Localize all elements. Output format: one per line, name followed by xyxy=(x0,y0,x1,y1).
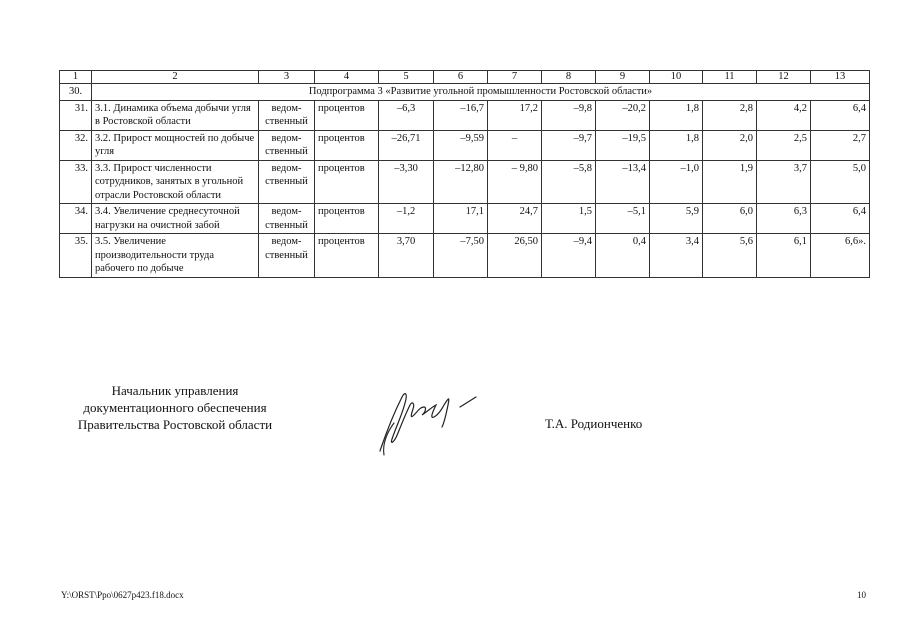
column-number: 8 xyxy=(542,71,596,84)
indicator-name: 3.1. Динамика объема добычи угля в Ростовской области xyxy=(92,100,259,130)
column-number: 11 xyxy=(703,71,757,84)
value-cell: 6,4 xyxy=(811,204,870,234)
section-number: 30. xyxy=(60,84,92,101)
row-number: 32. xyxy=(60,130,92,160)
column-number-row xyxy=(60,71,870,84)
row-number: 34. xyxy=(60,204,92,234)
value-cell: 26,50 xyxy=(488,234,542,278)
value-cell: 1,8 xyxy=(650,100,703,130)
value-cell: 6,4 xyxy=(811,100,870,130)
column-number: 6 xyxy=(434,71,488,84)
unit: процентов xyxy=(315,204,379,234)
value-cell: –9,4 xyxy=(542,234,596,278)
column-number: 2 xyxy=(92,71,259,84)
value-cell: –9,59 xyxy=(434,130,488,160)
value-cell: – 9,80 xyxy=(488,160,542,204)
column-number: 3 xyxy=(259,71,315,84)
table-row xyxy=(60,234,870,278)
value-cell: –1,0 xyxy=(650,160,703,204)
value-cell: 5,0 xyxy=(811,160,870,204)
value-cell: 2,7 xyxy=(811,130,870,160)
row-number: 31. xyxy=(60,100,92,130)
signer-name: Т.А. Родионченко xyxy=(545,416,643,431)
value-cell: 3,7 xyxy=(757,160,811,204)
row-number: 35. xyxy=(60,234,92,278)
position-line: документационного обеспечения xyxy=(83,400,267,415)
column-number: 5 xyxy=(379,71,434,84)
column-number: 12 xyxy=(757,71,811,84)
value-cell: –20,2 xyxy=(596,100,650,130)
row-number: 33. xyxy=(60,160,92,204)
value-cell: –9,8 xyxy=(542,100,596,130)
value-cell: –12,80 xyxy=(434,160,488,204)
section-row xyxy=(60,84,870,101)
unit: процентов xyxy=(315,160,379,204)
value-cell: 2,0 xyxy=(703,130,757,160)
value-cell: 6,1 xyxy=(757,234,811,278)
column-number: 10 xyxy=(650,71,703,84)
value-cell: 2,8 xyxy=(703,100,757,130)
indicator-type: ведом-ственный xyxy=(259,204,315,234)
position-line: Правительства Ростовской области xyxy=(77,417,273,432)
value-cell: –1,2 xyxy=(379,204,434,234)
column-number: 4 xyxy=(315,71,379,84)
value-cell: 17,2 xyxy=(488,100,542,130)
handwritten-signature xyxy=(372,383,487,463)
column-number: 1 xyxy=(60,71,92,84)
value-cell: –26,71 xyxy=(379,130,434,160)
value-cell: 6,3 xyxy=(757,204,811,234)
indicator-name: 3.5. Увеличение производительности труда рабочего по добыче xyxy=(92,234,259,278)
value-cell: 17,1 xyxy=(434,204,488,234)
signature-position xyxy=(60,382,290,433)
indicator-type: ведом-ственный xyxy=(259,160,315,204)
value-cell: 6,0 xyxy=(703,204,757,234)
section-title: Подпрограмма 3 «Развитие угольной промышленности Ростовской области» xyxy=(92,84,870,101)
value-cell: 3,70 xyxy=(379,234,434,278)
value-cell: 24,7 xyxy=(488,204,542,234)
indicator-type: ведом-ственный xyxy=(259,130,315,160)
indicator-type: ведом-ственный xyxy=(259,100,315,130)
value-cell: 6,6». xyxy=(811,234,870,278)
value-cell: 1,9 xyxy=(703,160,757,204)
value-cell: 3,4 xyxy=(650,234,703,278)
table-row xyxy=(60,160,870,204)
value-cell: –6,3 xyxy=(379,100,434,130)
column-number: 9 xyxy=(596,71,650,84)
table-row xyxy=(60,130,870,160)
position-line: Начальник управления xyxy=(111,383,239,398)
unit: процентов xyxy=(315,130,379,160)
value-cell: –5,1 xyxy=(596,204,650,234)
value-cell: –3,30 xyxy=(379,160,434,204)
column-number: 7 xyxy=(488,71,542,84)
indicator-name: 3.4. Увеличение среднесуточной нагрузки на очистной забой xyxy=(92,204,259,234)
indicator-name: 3.2. Прирост мощностей по добыче угля xyxy=(92,130,259,160)
value-cell: 4,2 xyxy=(757,100,811,130)
value-cell: 1,8 xyxy=(650,130,703,160)
unit: процентов xyxy=(315,100,379,130)
column-number: 13 xyxy=(811,71,870,84)
value-cell: –13,4 xyxy=(596,160,650,204)
value-cell: 0,4 xyxy=(596,234,650,278)
indicator-type: ведом-ственный xyxy=(259,234,315,278)
value-cell: 1,5 xyxy=(542,204,596,234)
indicators-table xyxy=(59,70,870,278)
value-cell: –7,50 xyxy=(434,234,488,278)
value-cell: –9,7 xyxy=(542,130,596,160)
table-row xyxy=(60,204,870,234)
unit: процентов xyxy=(315,234,379,278)
value-cell: –19,5 xyxy=(596,130,650,160)
file-path: Y:\ORST\Ppo\0627p423.f18.docx xyxy=(61,590,184,600)
value-cell: – xyxy=(488,130,542,160)
indicator-name: 3.3. Прирост численности сотрудников, занятых в угольной отрасли Ростовской области xyxy=(92,160,259,204)
table-row xyxy=(60,100,870,130)
page-number: 10 xyxy=(857,590,866,600)
value-cell: 5,9 xyxy=(650,204,703,234)
value-cell: –5,8 xyxy=(542,160,596,204)
value-cell: –16,7 xyxy=(434,100,488,130)
value-cell: 5,6 xyxy=(703,234,757,278)
value-cell: 2,5 xyxy=(757,130,811,160)
